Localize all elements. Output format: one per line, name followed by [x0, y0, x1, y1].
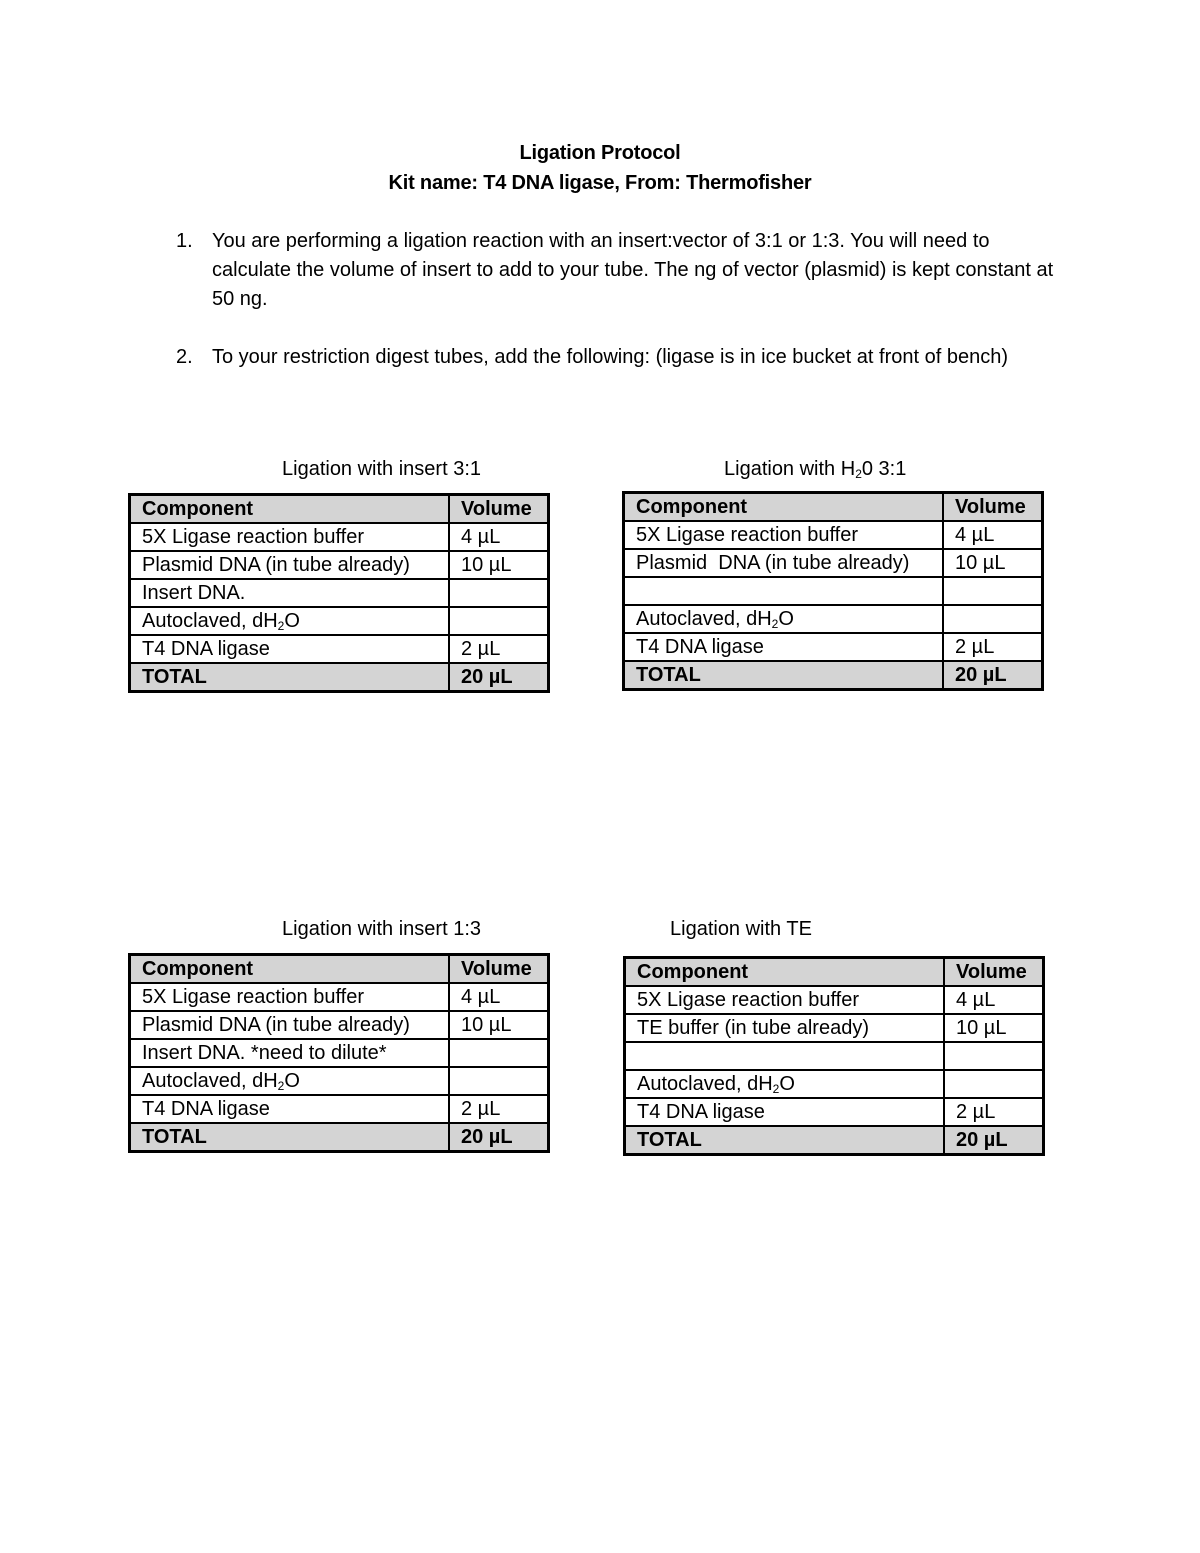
column-header-volume: Volume [944, 958, 1044, 987]
table-total-row [130, 1123, 549, 1152]
component-cell [130, 983, 450, 1011]
volume-cell: 10 µL [944, 1014, 1044, 1042]
component-cell [130, 523, 450, 551]
table-row [130, 1011, 549, 1039]
table-header-row [130, 955, 549, 984]
step-1 [176, 227, 1056, 314]
table-h2o-3-1 [622, 491, 1044, 691]
total-label: TOTAL [130, 1123, 450, 1152]
table-total-row [624, 661, 1043, 690]
volume-cell: 4 µL [449, 523, 549, 551]
column-header-component: Component [130, 955, 450, 984]
total-label: TOTAL [624, 661, 944, 690]
volume-cell [449, 1067, 549, 1095]
component-text-post: O [284, 610, 300, 632]
component-cell [624, 577, 944, 605]
component-subscript: 2 [772, 1082, 780, 1096]
component-text: Autoclaved, dH [636, 608, 772, 630]
component-cell [625, 1014, 945, 1042]
total-value: 20 µL [944, 1126, 1044, 1155]
volume-cell: 4 µL [944, 986, 1044, 1014]
volume-cell [943, 577, 1043, 605]
caption-text-post: 0 3:1 [861, 458, 907, 480]
volume-cell: 2 µL [943, 633, 1043, 661]
volume-cell: 10 µL [449, 551, 549, 579]
component-subscript: 2 [277, 1079, 285, 1093]
component-cell [625, 1042, 945, 1070]
table-header-row [130, 495, 549, 524]
table-caption-h2o-3-1 [724, 458, 906, 481]
component-cell [130, 551, 450, 579]
total-value: 20 µL [449, 663, 549, 692]
step-number: 1. [176, 230, 193, 252]
step-2 [176, 343, 1056, 372]
column-header-component: Component [625, 958, 945, 987]
component-text: 5X Ligase reaction buffer [142, 526, 365, 548]
table-header-row [624, 493, 1043, 522]
table-caption-te [670, 918, 812, 941]
component-cell [130, 607, 450, 635]
table-row [130, 579, 549, 607]
table-te [623, 956, 1045, 1156]
volume-cell: 2 µL [449, 635, 549, 663]
table-row [130, 1067, 549, 1095]
total-value: 20 µL [943, 661, 1043, 690]
table-row [625, 1070, 1044, 1098]
component-cell [130, 1039, 450, 1067]
volume-cell [944, 1070, 1044, 1098]
caption-text: Ligation with TE [670, 918, 812, 940]
volume-cell: 10 µL [943, 549, 1043, 577]
table-caption-insert-3-1 [282, 458, 481, 481]
table-insert-1-3 [128, 953, 550, 1153]
step-text: You are performing a ligation reaction with an insert:vector of 3:1 or 1:3. You will need to calculate the volume of insert to add to your tube. The ng of vector (plasmid) is kept constant at 50 ng. [212, 230, 1054, 310]
table-row [130, 1039, 549, 1067]
component-cell [624, 549, 944, 577]
component-cell [624, 633, 944, 661]
caption-text: Ligation with insert 3:1 [282, 458, 482, 480]
component-text: Autoclaved, dH [142, 610, 278, 632]
table-header-row [625, 958, 1044, 987]
component-subscript: 2 [771, 617, 779, 631]
total-label: TOTAL [625, 1126, 945, 1155]
column-header-component: Component [130, 495, 450, 524]
total-label: TOTAL [130, 663, 450, 692]
table-row [624, 577, 1043, 605]
table-row [130, 551, 549, 579]
table-total-row [130, 663, 549, 692]
column-header-volume: Volume [449, 955, 549, 984]
component-cell [625, 1070, 945, 1098]
table-row [130, 607, 549, 635]
volume-cell: 4 µL [449, 983, 549, 1011]
table-row [625, 1098, 1044, 1126]
table-row [130, 983, 549, 1011]
component-cell [625, 1098, 945, 1126]
component-text: Autoclaved, dH [637, 1073, 773, 1095]
component-cell [130, 579, 450, 607]
column-header-volume: Volume [943, 493, 1043, 522]
component-text-post: O [778, 608, 794, 630]
component-cell [130, 635, 450, 663]
component-text-post: O [284, 1070, 300, 1092]
component-text: 5X Ligase reaction buffer [636, 524, 859, 546]
caption-text: Ligation with H [724, 458, 856, 480]
caption-text: Ligation with insert 1:3 [282, 918, 482, 940]
table-caption-insert-1-3 [282, 918, 481, 941]
table-row [625, 1042, 1044, 1070]
component-text: T4 DNA ligase [142, 1098, 270, 1120]
component-cell [624, 521, 944, 549]
caption-subscript: 2 [855, 467, 862, 481]
component-text: Autoclaved, dH [142, 1070, 278, 1092]
total-value: 20 µL [449, 1123, 549, 1152]
component-cell [130, 1067, 450, 1095]
component-subscript: 2 [277, 619, 285, 633]
component-text: T4 DNA ligase [142, 638, 270, 660]
component-text: Insert DNA. *need to dilute* [142, 1042, 387, 1064]
component-text: Plasmid DNA (in tube already) [142, 1014, 410, 1036]
volume-cell: 2 µL [944, 1098, 1044, 1126]
component-cell [130, 1095, 450, 1123]
table-insert-3-1 [128, 493, 550, 693]
table-row [625, 1014, 1044, 1042]
table-row [625, 986, 1044, 1014]
table-row [624, 605, 1043, 633]
component-text: 5X Ligase reaction buffer [142, 986, 365, 1008]
table-row [624, 549, 1043, 577]
step-text: To your restriction digest tubes, add the following: (ligase is in ice bucket at front of bench) [212, 346, 1008, 368]
volume-cell: 10 µL [449, 1011, 549, 1039]
component-text: Plasmid DNA (in tube already) [142, 554, 410, 576]
column-header-component: Component [624, 493, 944, 522]
table-row [130, 523, 549, 551]
component-text: T4 DNA ligase [637, 1101, 765, 1123]
volume-cell [943, 605, 1043, 633]
volume-cell [944, 1042, 1044, 1070]
component-text: Plasmid DNA (in tube already) [636, 552, 910, 574]
step-number: 2. [176, 346, 193, 368]
volume-cell: 4 µL [943, 521, 1043, 549]
component-text: TE buffer (in tube already) [637, 1017, 869, 1039]
volume-cell [449, 1039, 549, 1067]
component-text: 5X Ligase reaction buffer [637, 989, 860, 1011]
volume-cell [449, 579, 549, 607]
volume-cell: 2 µL [449, 1095, 549, 1123]
table-total-row [625, 1126, 1044, 1155]
document-title: Ligation Protocol [519, 142, 681, 164]
component-cell [624, 605, 944, 633]
table-row [624, 633, 1043, 661]
table-row [130, 1095, 549, 1123]
component-cell [130, 1011, 450, 1039]
table-row [130, 635, 549, 663]
column-header-volume: Volume [449, 495, 549, 524]
volume-cell [449, 607, 549, 635]
component-text: T4 DNA ligase [636, 636, 764, 658]
component-text: Insert DNA. [142, 582, 246, 604]
component-cell [625, 986, 945, 1014]
component-text-post: O [779, 1073, 795, 1095]
table-row [624, 521, 1043, 549]
kit-name-line: Kit name: T4 DNA ligase, From: Thermofisher [388, 172, 812, 194]
